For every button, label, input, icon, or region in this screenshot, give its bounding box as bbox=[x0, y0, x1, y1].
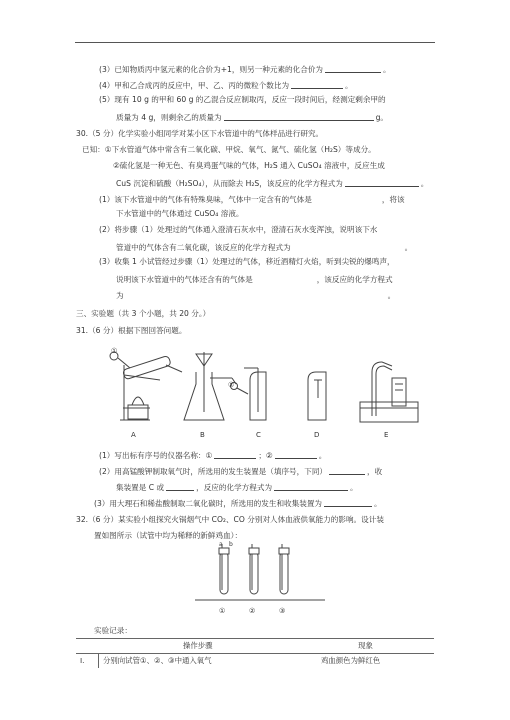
answer-blank[interactable] bbox=[214, 450, 256, 459]
question-line: (3）已知物质丙中氢元素的化合价为+1，则另一种元素的化合价为 。 bbox=[99, 65, 391, 74]
question-text: (5）现有 10 g 的甲和 60 g 的乙混合反应制取丙，反应一段时间后，经测定剩余甲的 bbox=[99, 95, 386, 104]
question-text: 集装置是 C 或 bbox=[116, 483, 165, 492]
question-text: 质量为 4 g，则剩余乙的质量为 bbox=[116, 113, 222, 122]
question-line: 置如图所示（试管中均为稀释的新鲜鸡血）： bbox=[94, 531, 243, 540]
row-observation: 鸡血颜色为鲜红色 bbox=[297, 654, 434, 669]
section-heading: 三、实验题（共 3 个小题，共 20 分。） bbox=[76, 309, 211, 318]
question-32-title: 32.（6 分）某实验小组探究火锅烟气中 CO₂、CO 分别对人体血液供氧能力的影响。设计装 bbox=[76, 515, 384, 524]
question-line: (3）收集 1 小试管经过步骤（1）处理过的气体，移近酒精灯火焰，听到尖锐的爆鸣声， bbox=[99, 257, 395, 266]
answer-blank[interactable] bbox=[314, 194, 380, 203]
marker-2: ② bbox=[228, 381, 235, 389]
figure-label-a: A bbox=[131, 431, 136, 439]
marker-1: ① bbox=[111, 347, 118, 355]
known-item-2: ②硫化氢是一种无色、有臭鸡蛋气味的气体，H₂S 通入 CuSO₄ 溶液中，反应生成 bbox=[113, 161, 385, 170]
test-tube-figure bbox=[195, 541, 325, 600]
apparatus-a bbox=[110, 352, 182, 420]
question-line: 下水管道中的气体通过 CuSO₄ 溶液。 bbox=[116, 209, 244, 218]
question-line: 管道中的气体含有二氧化碳，该反应的化学方程式为 。 bbox=[116, 243, 413, 252]
tube-mark-a: a bbox=[219, 541, 223, 548]
figure-label-e: E bbox=[384, 431, 389, 439]
question-line bbox=[99, 96, 386, 104]
answer-blank[interactable] bbox=[275, 450, 317, 459]
question-line bbox=[116, 112, 388, 122]
known-item-1: 已知：①下水管道气体中常含有二氧化碳、甲烷、氧气、氮气、硫化氢（H₂S）等成分。 bbox=[82, 145, 376, 154]
question-text: (4）甲和乙合成丙的反应中，甲、乙、丙的微粒个数比为 bbox=[99, 81, 290, 90]
apparatus-e bbox=[360, 362, 418, 422]
answer-blank[interactable] bbox=[325, 64, 381, 73]
answer-blank[interactable] bbox=[274, 482, 348, 491]
question-text: 说明该下水管道中的气体还含有的气体是 bbox=[116, 275, 253, 284]
question-line: (4）甲和乙合成丙的反应中，甲、乙、丙的微粒个数比为 。 bbox=[99, 81, 353, 90]
question-line: 说明该下水管道中的气体还含有的气体是 ，该反应的化学方程式 bbox=[116, 275, 393, 284]
row-index: I. bbox=[76, 654, 99, 669]
answer-blank[interactable] bbox=[293, 242, 403, 251]
answer-blank[interactable] bbox=[224, 112, 374, 121]
question-line: (3）用大理石和稀盐酸制取二氧化碳时，所选用的发生和收集装置为 。 bbox=[94, 499, 382, 508]
tube-label-3: ③ bbox=[279, 607, 286, 615]
figure-label-d: D bbox=[314, 431, 320, 439]
table-header-row bbox=[76, 639, 434, 654]
question-line: 为 。 bbox=[116, 291, 396, 300]
question-line: (2）将步骤（1）处理过的气体通入澄清石灰水中，澄清石灰水变浑浊，说明该下水 bbox=[99, 225, 378, 234]
question-text: (2）用高锰酸钾制取氧气时，所选用的发生装置是（填序号，下同） bbox=[99, 467, 328, 476]
apparatus-c bbox=[231, 368, 267, 420]
question-line: 集装置是 C 或 ，反应的化学方程式为 。 bbox=[116, 483, 358, 492]
tube-label-2: ② bbox=[249, 607, 256, 615]
figure-label-b: B bbox=[200, 431, 205, 439]
question-line: (2）用高锰酸钾制取氧气时，所选用的发生装置是（填序号，下同） ，收 bbox=[99, 467, 383, 476]
question-text: (1）写出标有序号的仪器名称：① bbox=[99, 451, 213, 460]
tube-label-1: ① bbox=[219, 607, 226, 615]
record-title: 实验记录： bbox=[94, 626, 132, 635]
question-text: (3）用大理石和稀盐酸制取二氧化碳时，所选用的发生和收集装置为 bbox=[94, 499, 323, 508]
question-line: (1）写出标有序号的仪器名称：① ；② 。 bbox=[99, 451, 327, 460]
question-line: (1）该下水管道中的气体有特殊臭味，气体中一定含有的气体是 ，将该 bbox=[99, 195, 405, 204]
record-table bbox=[76, 638, 434, 668]
answer-blank[interactable] bbox=[329, 466, 365, 475]
question-text: CuS 沉淀和硫酸（H₂SO₄），从而除去 H₂S，该反应的化学方程式为 bbox=[116, 179, 343, 188]
header-rule bbox=[75, 42, 435, 43]
question-30-title: 30.（5 分）化学实验小组同学对某小区下水管道中的气体样品进行研究。 bbox=[76, 129, 324, 138]
tube-mark-b: b bbox=[229, 541, 233, 548]
question-text: (1）该下水管道中的气体有特殊臭味，气体中一定含有的气体是 bbox=[99, 195, 312, 204]
question-text: 为 bbox=[116, 291, 124, 300]
question-text: g。 bbox=[375, 113, 389, 122]
header-cell: 操作步骤 bbox=[99, 639, 298, 654]
row-step: 分别向试管①、②、③中通入氧气 bbox=[99, 654, 298, 669]
header-cell bbox=[76, 639, 99, 654]
answer-blank[interactable] bbox=[126, 290, 386, 299]
figure-label-c: C bbox=[256, 431, 261, 439]
question-31-title: 31.（6 分）根据下图回答问题。 bbox=[76, 326, 187, 335]
answer-blank[interactable] bbox=[345, 178, 419, 187]
answer-blank[interactable] bbox=[324, 498, 372, 507]
answer-blank[interactable] bbox=[255, 274, 315, 283]
question-line: CuS 沉淀和硫酸（H₂SO₄），从而除去 H₂S，该反应的化学方程式为 。 bbox=[116, 179, 429, 188]
table-row bbox=[76, 654, 434, 669]
question-text: (3）已知物质丙中氢元素的化合价为+1，则另一种元素的化合价为 bbox=[99, 65, 324, 74]
answer-blank[interactable] bbox=[166, 482, 194, 491]
question-text: 管道中的气体含有二氧化碳，该反应的化学方程式为 bbox=[116, 243, 291, 252]
apparatus-d bbox=[308, 372, 326, 420]
answer-blank[interactable] bbox=[291, 80, 343, 89]
header-cell: 现象 bbox=[297, 639, 434, 654]
